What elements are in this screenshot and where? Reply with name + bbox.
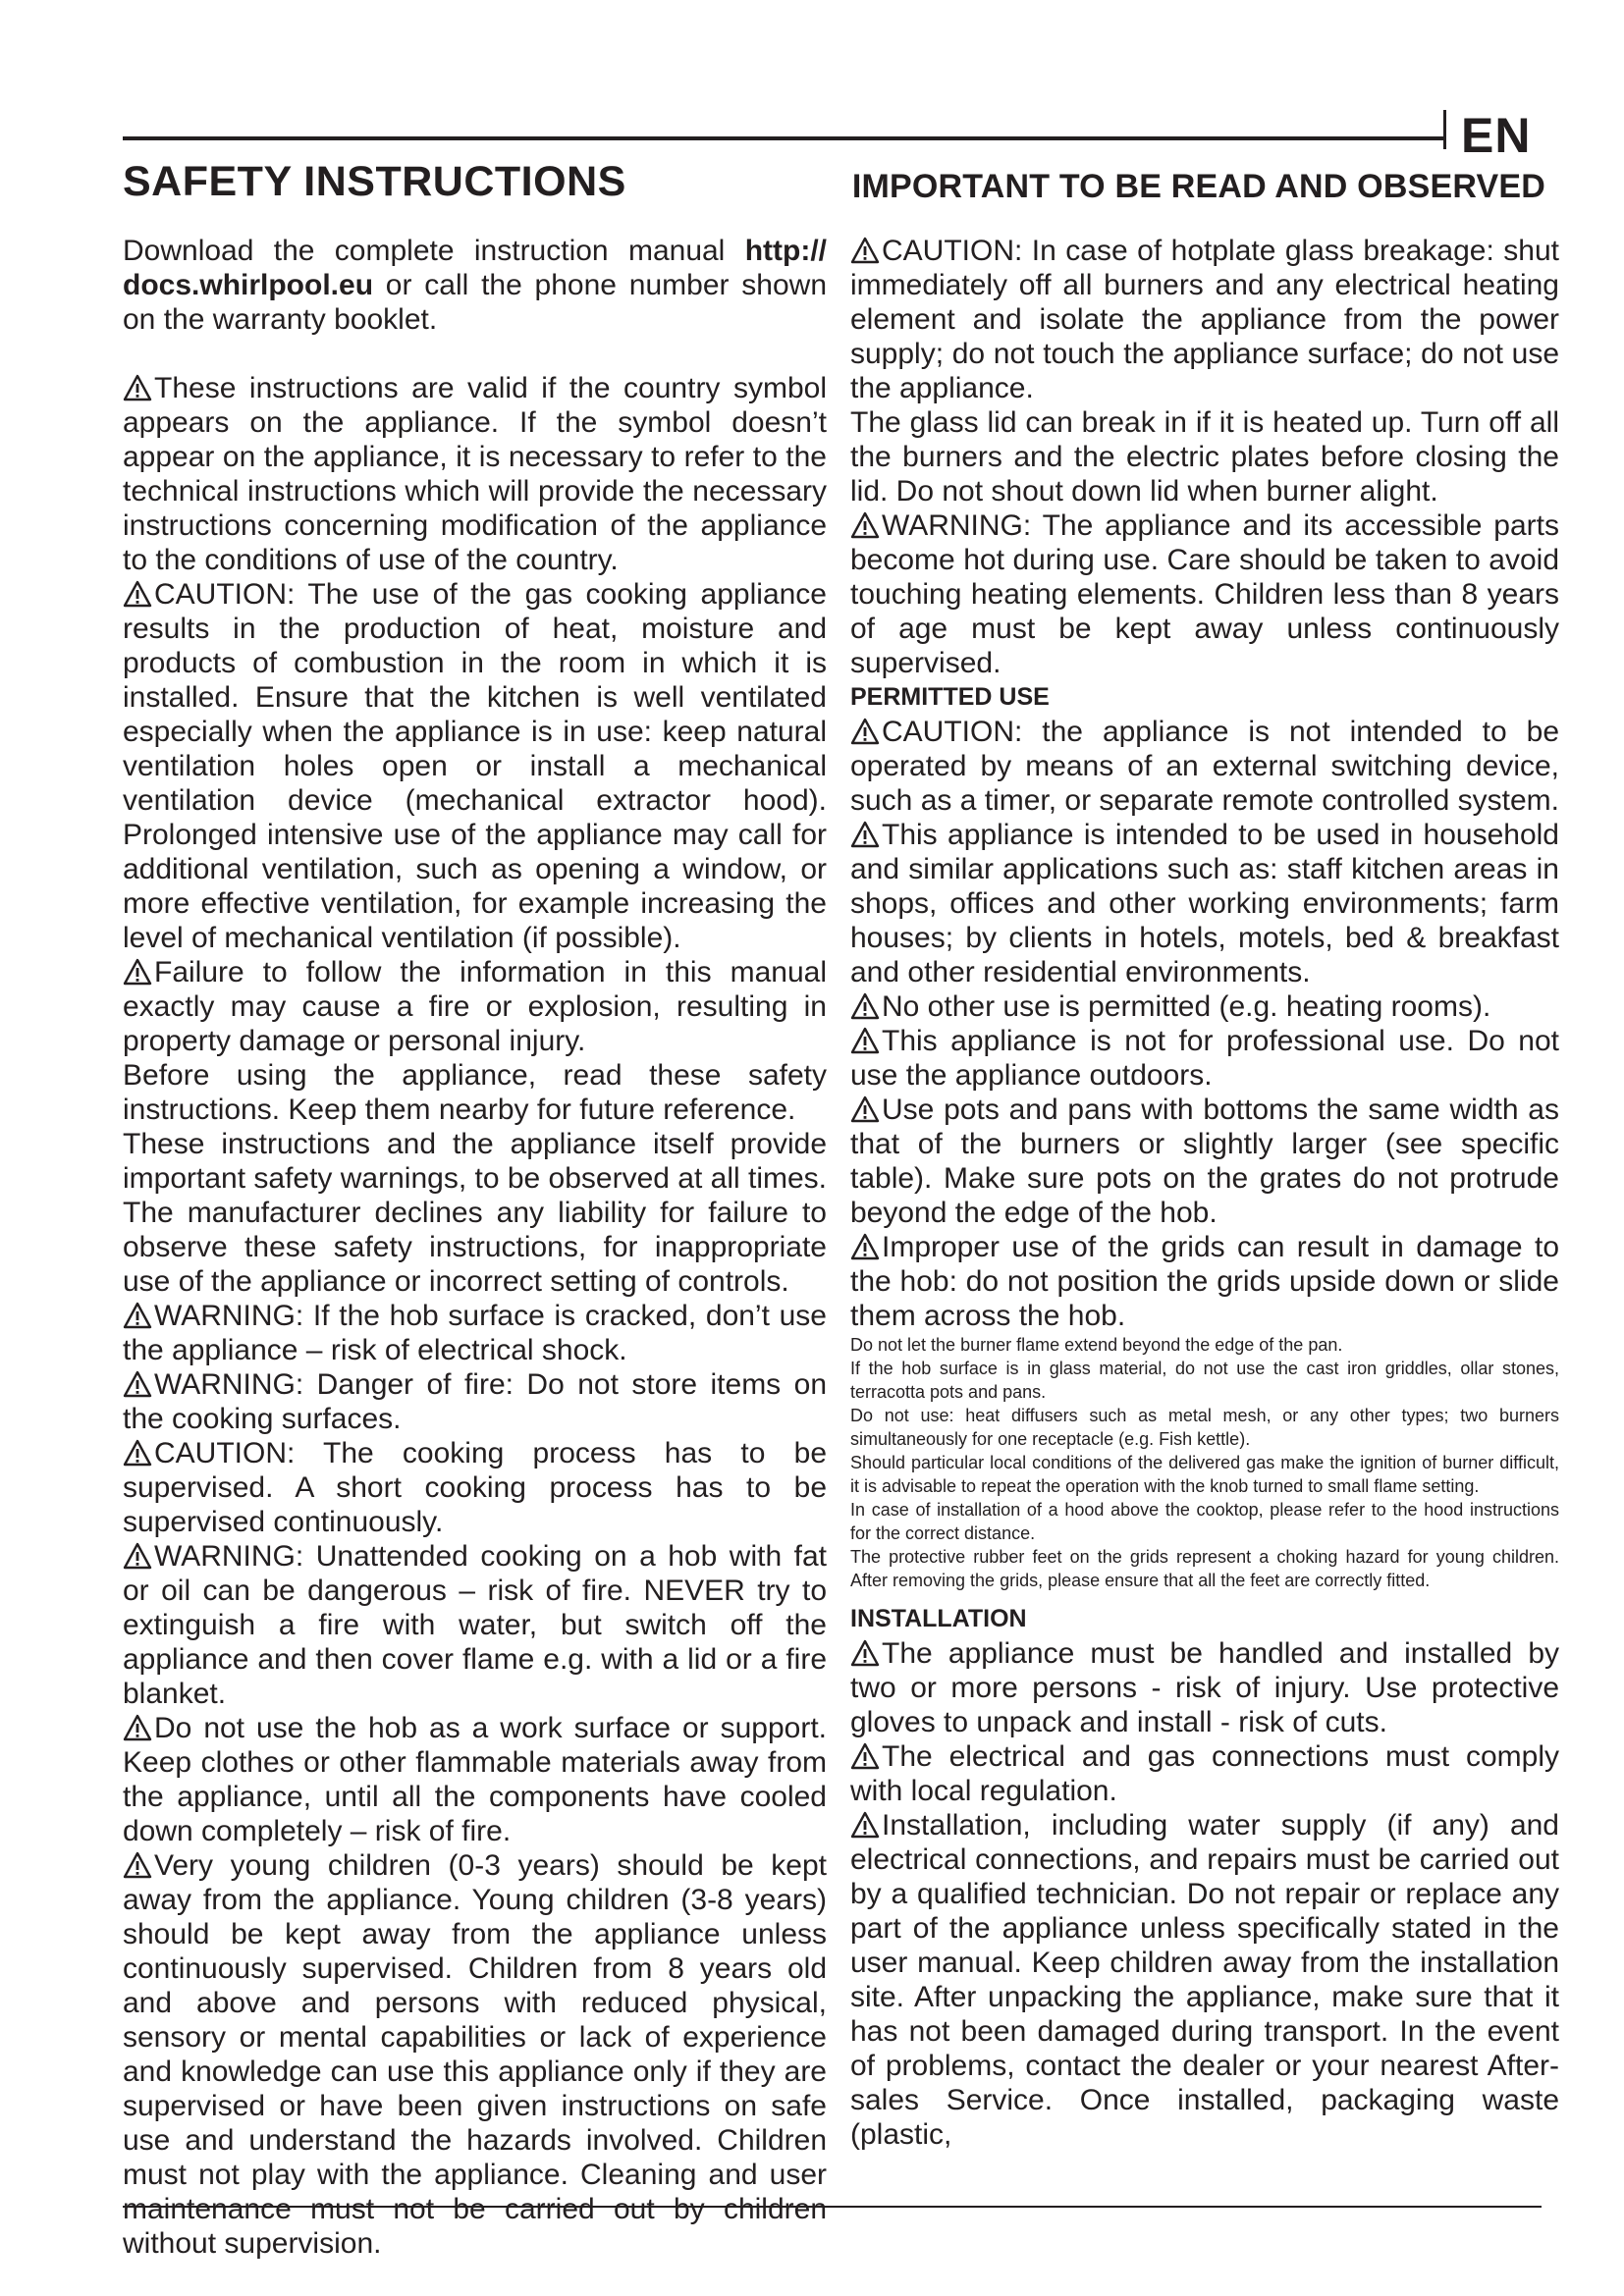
paragraph — [850, 508, 1559, 680]
warning-icon — [850, 1742, 880, 1770]
warning-icon — [123, 958, 152, 986]
warning-icon — [850, 1811, 880, 1839]
paragraph: The glass lid can break in if it is heated up. Turn off all the burners and the electric plates before closing the lid. Do not shout down lid when burner alight. — [850, 406, 1559, 507]
paragraph: These instructions and the appliance itself provide important safety warnings, to be observed at all times. The manufacturer declines any liability for failure to observe these safety instructions, for inappropriate use of the appliance or incorrect setting of controls. — [123, 1128, 828, 1298]
warning-icon — [850, 1639, 880, 1667]
left-column — [123, 234, 827, 2261]
paragraph — [123, 1848, 827, 2261]
warning-icon — [850, 718, 880, 745]
paragraph-text: CAUTION: The cooking process has to be supervised. A short cooking process has to be supervised continuously. — [123, 1437, 827, 1538]
warning-icon — [123, 580, 152, 608]
paragraph — [123, 371, 827, 577]
paragraph — [850, 1230, 1559, 1333]
paragraph-text: WARNING: The appliance and its accessible parts become hot during use. Care should be taken to avoid touching heating elements. Children less than 8 years of age must be kept away unless continuously supervised. — [850, 509, 1559, 679]
paragraph-text: These instructions are valid if the country symbol appears on the appliance. If the symbol doesn’t appear on the appliance, it is necessary to refer to the technical instructions which will provide the necessary instructions concerning modification of the appliance to the conditions of use of the country. — [123, 372, 827, 576]
warning-icon — [123, 1370, 152, 1398]
paragraph — [850, 989, 1559, 1024]
warning-icon — [850, 992, 880, 1020]
paragraph — [850, 1024, 1559, 1093]
installation-heading: INSTALLATION — [850, 1605, 1027, 1632]
paragraph — [850, 1739, 1559, 1808]
paragraph — [850, 715, 1559, 818]
paragraph — [123, 1367, 827, 1436]
paragraph-text: WARNING: If the hob surface is cracked, don’t use the appliance – risk of electrical shock. — [123, 1300, 827, 1366]
paragraph-text: No other use is permitted (e.g. heating rooms). — [882, 990, 1491, 1023]
paragraph-text: Failure to follow the information in this manual exactly may cause a fire or explosion, resulting in property damage or personal injury. — [123, 956, 827, 1057]
page-subtitle: IMPORTANT TO BE READ AND OBSERVED — [851, 168, 1545, 205]
warning-icon — [123, 374, 152, 401]
paragraph-text: The appliance must be handled and installed by two or more persons - risk of injury. Use protective gloves to unpack and install - risk of cuts. — [850, 1637, 1559, 1738]
paragraph — [123, 1711, 827, 1848]
permitted-use-heading: PERMITTED USE — [850, 683, 1050, 711]
paragraph — [123, 955, 827, 1058]
paragraph-text: Use pots and pans with bottoms the same width as that of the burners or slightly larger (see specific table). Make sure pots on the grates do not protrude beyond the edge of the hob. — [850, 1094, 1559, 1229]
paragraph: Before using the appliance, read these safety instructions. Keep them nearby for future reference. — [123, 1059, 827, 1126]
footer-rule — [123, 2206, 1542, 2208]
note: In case of installation of a hood above the cooktop, please refer to the hood instructions for the correct distance. — [850, 1500, 1559, 1543]
paragraph-text: The electrical and gas connections must comply with local regulation. — [850, 1740, 1559, 1807]
paragraph-text: CAUTION: In case of hotplate glass breakage: shut immediately off all burners and any electrical heating element and isolate the appliance from the power supply; do not touch the appliance surface; do not use the appliance. — [850, 235, 1559, 404]
intro-text: Download the complete instruction manual — [123, 235, 745, 267]
paragraph-text: Do not use the hob as a work surface or support. Keep clothes or other flammable materials away from the appliance, until all the components have cooled down completely – risk of fire. — [123, 1712, 827, 1847]
paragraph — [123, 1539, 827, 1711]
warning-icon — [850, 237, 880, 264]
note: If the hob surface is in glass material, do not use the cast iron griddles, ollar stones, terracotta pots and pans. — [850, 1359, 1559, 1402]
page-title: SAFETY INSTRUCTIONS — [123, 158, 626, 205]
note: Should particular local conditions of the delivered gas make the ignition of burner difficult, it is advisable to repeat the operation with the knob turned to small flame setting. — [850, 1453, 1559, 1496]
paragraph — [850, 1093, 1559, 1230]
warning-icon — [850, 1095, 880, 1123]
note: The protective rubber feet on the grids represent a choking hazard for young children. After removing the grids, please ensure that all the feet are correctly fitted. — [850, 1547, 1559, 1590]
paragraph-text: WARNING: Danger of fire: Do not store items on the cooking surfaces. — [123, 1368, 827, 1435]
paragraph-text: WARNING: Unattended cooking on a hob with fat or oil can be dangerous – risk of fire. NEVER try to extinguish a fire with water, but switch off the appliance and then cover flame e.g. with a lid or a fire blanket. — [123, 1540, 827, 1710]
paragraph-text: This appliance is not for professional use. Do not use the appliance outdoors. — [850, 1025, 1559, 1092]
warning-icon — [123, 1851, 152, 1879]
intro-paragraph — [123, 234, 827, 337]
intro-text-end: or call the phone number shown on the warranty booklet. — [123, 269, 827, 336]
paragraph-text: This appliance is intended to be used in household and similar applications such as: staff kitchen areas in shops, offices and other working environments; farm houses; by clients in hotels, motels, bed & breakfast and other residential environments. — [850, 819, 1559, 988]
warning-icon — [123, 1542, 152, 1570]
language-divider — [1443, 110, 1446, 149]
paragraph — [123, 577, 827, 955]
paragraph-text: CAUTION: The use of the gas cooking appliance results in the production of heat, moisture and products of combustion in the room in which it is installed. Ensure that the kitchen is well ventilated especially when the appliance is in use: keep natural ventilation holes open or install a mechanical ventilation device (mechanical extractor hood). Prolonged intensive use of the appliance may call for additional ventilation, such as opening a window, or more effective ventilation, for example increasing the level of mechanical ventilation (if possible). — [123, 578, 827, 954]
paragraph-text: Very young children (0-3 years) should be kept away from the appliance. Young children (3-8 years) should be kept away from the appliance unless continuously supervised. Children from 8 years old and above and persons with reduced physical, sensory or mental capabilities or lack of experience and knowledge can use this appliance only if they are supervised or have been given instructions on safe use and understand the hazards involved. Children must not play with the appliance. Cleaning and user maintenance must not be carried out by children without supervision. — [123, 1849, 827, 2260]
right-column — [850, 234, 1559, 2152]
warning-icon — [123, 1439, 152, 1467]
paragraph-text: Improper use of the grids can result in damage to the hob: do not position the grids upside down or slide them across the hob. — [850, 1231, 1559, 1332]
paragraph — [850, 1808, 1559, 2152]
manual-link[interactable]: http:// docs.whirlpool.eu — [123, 235, 827, 301]
warning-icon — [850, 511, 880, 539]
note: Do not let the burner flame extend beyond the edge of the pan. — [850, 1335, 1343, 1355]
header-rule — [123, 136, 1443, 140]
paragraph — [850, 818, 1559, 989]
warning-icon — [850, 1233, 880, 1260]
paragraph — [850, 234, 1559, 405]
paragraph-text: Installation, including water supply (if any) and electrical connections, and repairs must be carried out by a qualified technician. Do not repair or replace any part of the appliance unless specifically stated in the user manual. Keep children away from the installation site. After unpacking the appliance, make sure that it has not been damaged during transport. In the event of problems, contact the dealer or your nearest After-sales Service. Once installed, packaging waste (plastic, — [850, 1809, 1559, 2151]
warning-icon — [123, 1302, 152, 1329]
warning-icon — [850, 1027, 880, 1054]
warning-icon — [850, 821, 880, 848]
note: Do not use: heat diffusers such as metal mesh, or any other types; two burners simultaneously for one receptacle (e.g. Fish kettle). — [850, 1406, 1559, 1449]
paragraph-text: CAUTION: the appliance is not intended to be operated by means of an external switching device, such as a timer, or separate remote controlled system. — [850, 716, 1559, 817]
paragraph — [123, 1299, 827, 1367]
language-code: EN — [1461, 108, 1532, 163]
warning-icon — [123, 1714, 152, 1741]
paragraph — [123, 1436, 827, 1539]
paragraph — [850, 1636, 1559, 1739]
